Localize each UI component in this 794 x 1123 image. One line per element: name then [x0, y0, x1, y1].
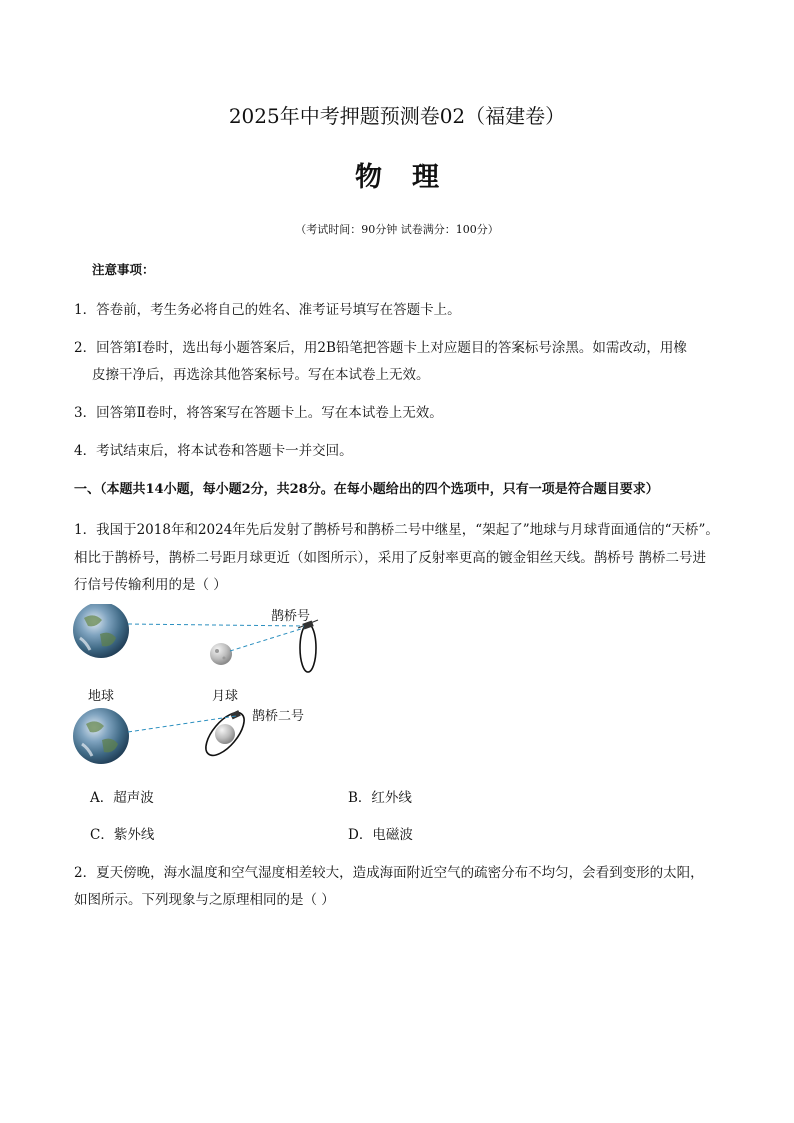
subject-title: 物理 — [355, 162, 469, 193]
notice-heading: 注意事项： — [92, 262, 155, 277]
section-1-heading: 一、（本题共14小题，每小题2分，共28分。在每小题给出的四个选项中，只有一项是符合题目要求） — [74, 482, 659, 497]
q2-line-1: 2．夏天傍晚，海水温度和空气湿度相差较大，造成海面附近空气的疏密分布不均匀，会看到变形的太阳， — [74, 865, 704, 881]
q2-line-2: 如图所示。下列现象与之原理相同的是（ ） — [74, 892, 335, 908]
exam-title: 2025年中考押题预测卷02（福建卷） — [228, 104, 566, 128]
q1-option-b: B．红外线 — [348, 790, 412, 806]
q1-line-3: 行信号传输利用的是（ ） — [74, 577, 227, 593]
q1-line-2: 相比于鹊桥号，鹊桥二号距月球更近（如图所示），采用了反射率更高的镀金钼丝天线。鹊桥号 鹊桥二号进 — [74, 550, 707, 566]
earth-bottom-icon — [73, 708, 129, 764]
signal-line-moon-queqiao — [230, 628, 304, 651]
satellite-diagram — [64, 604, 334, 772]
moon-top-icon — [210, 643, 232, 665]
q1-line-1: 1．我国于2018年和2024年先后发射了鹊桥号和鹊桥二号中继星，“架起了”地球与月球背面通信的“天桥”。 — [74, 522, 719, 538]
queqiao2-label: 鹊桥二号 — [252, 709, 305, 724]
queqiao-orbit-icon — [298, 620, 318, 672]
q1-option-d: D．电磁波 — [348, 827, 413, 843]
q1-option-c: C．紫外线 — [90, 827, 155, 843]
notice-item-1: 1．答卷前，考生务必将自己的姓名、准考证号填写在答题卡上。 — [74, 302, 461, 318]
exam-info: （考试时间：90分钟 试卷满分：100分） — [295, 223, 499, 236]
notice-item-2-cont: 皮擦干净后，再选涂其他答案标号。写在本试卷上无效。 — [92, 367, 430, 383]
signal-line-earth-queqiao — [128, 624, 304, 626]
q1-option-a: A．超声波 — [90, 790, 154, 806]
moon-label: 月球 — [212, 689, 239, 704]
notice-item-3: 3．回答第Ⅱ卷时，将答案写在答题卡上。写在本试卷上无效。 — [74, 405, 443, 421]
earth-top-icon — [73, 604, 129, 658]
notice-item-2: 2．回答第Ⅰ卷时，选出每小题答案后，用2B铅笔把答题卡上对应题目的答案标号涂黑。如需改动，用橡 — [74, 340, 687, 356]
queqiao-label: 鹊桥号 — [271, 609, 311, 624]
queqiao2-orbit-icon — [199, 706, 251, 761]
notice-item-4: 4．考试结束后，将本试卷和答题卡一并交回。 — [74, 443, 353, 459]
earth-label: 地球 — [88, 689, 115, 704]
